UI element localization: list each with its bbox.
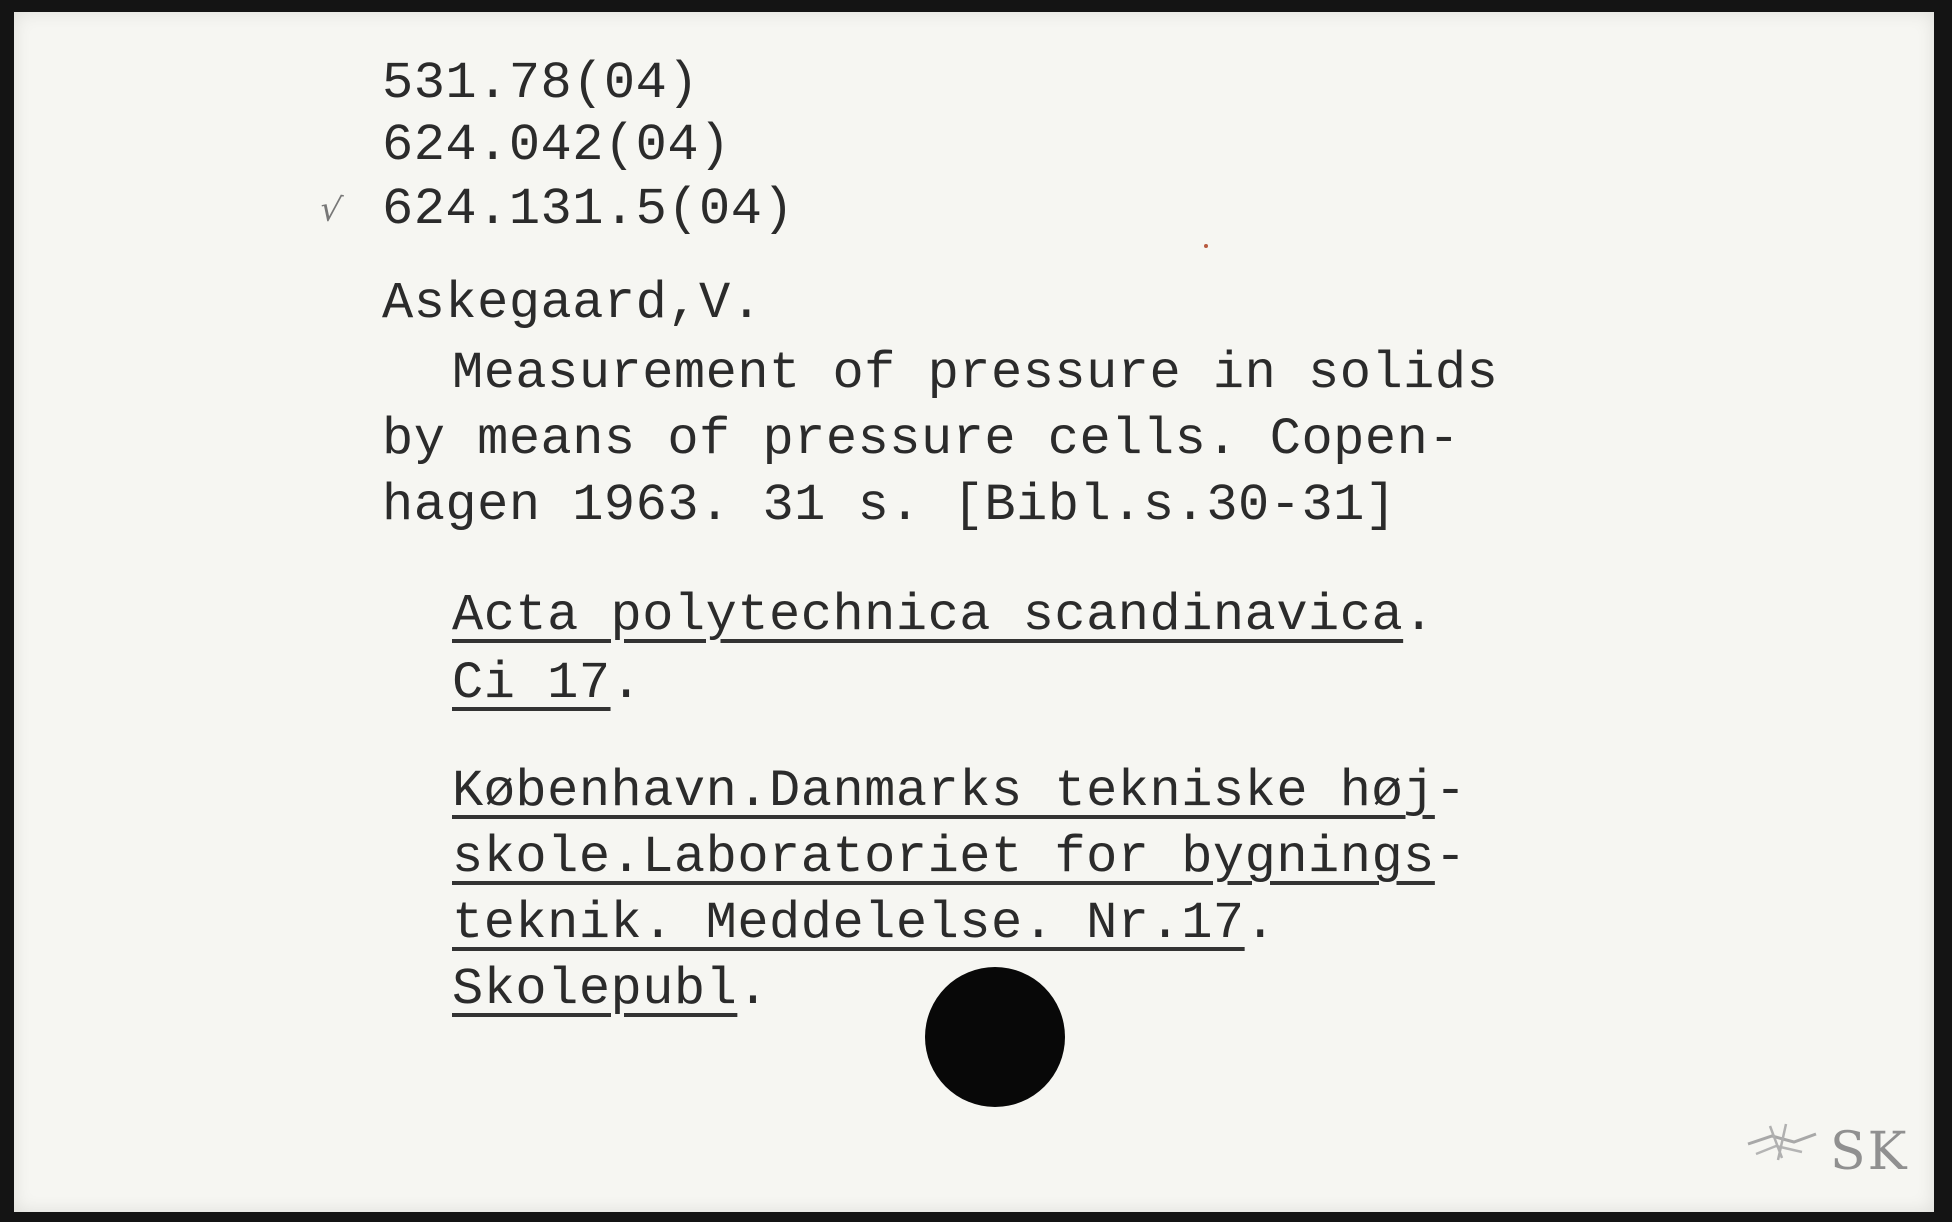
- series-2-punct-2: -: [1434, 828, 1467, 887]
- title-line-2: by means of pressure cells. Copen-: [382, 410, 1460, 469]
- check-mark-icon: √: [317, 188, 345, 232]
- series-2-punct-1: -: [1434, 762, 1467, 821]
- call-number-2: 624.042(04): [382, 116, 731, 175]
- series-2-line-1: [452, 762, 1467, 821]
- title-line-1: Measurement of pressure in solids: [452, 344, 1499, 403]
- series-1-punct-2: .: [610, 654, 643, 713]
- catalog-card: [14, 12, 1934, 1212]
- scribble-mark-icon: [1742, 1114, 1822, 1164]
- series-2-text-4: Skolepubl: [452, 960, 738, 1019]
- series-2-text-2: skole.Laboratoriet for bygnings: [452, 828, 1435, 887]
- series-1-text-2: Ci 17: [452, 654, 611, 713]
- stamp-initials: SK: [1830, 1122, 1909, 1182]
- call-number-3: 624.131.5(04): [382, 180, 795, 239]
- series-2-text-3: teknik. Meddelelse. Nr.17: [452, 894, 1245, 953]
- call-number-1: 531.78(04): [382, 54, 700, 113]
- series-1-text-1: Acta polytechnica scandinavica: [452, 586, 1404, 645]
- series-2-line-3: [452, 894, 1277, 953]
- series-2-line-2: [452, 828, 1467, 887]
- series-1-line-2: [452, 654, 643, 713]
- series-2-text-1: København.Danmarks tekniske høj: [452, 762, 1435, 821]
- ink-speck: [1204, 244, 1208, 248]
- series-1-punct-1: .: [1403, 586, 1435, 645]
- series-2-punct-3: .: [1244, 894, 1277, 953]
- series-1-line-1: [452, 586, 1435, 645]
- author-heading: Askegaard,V.: [382, 274, 763, 333]
- series-2-line-4: [452, 960, 770, 1019]
- series-2-punct-4: .: [737, 960, 770, 1019]
- punch-hole: [925, 967, 1065, 1107]
- title-line-3: hagen 1963. 31 s. [Bibl.s.30-31]: [382, 476, 1397, 535]
